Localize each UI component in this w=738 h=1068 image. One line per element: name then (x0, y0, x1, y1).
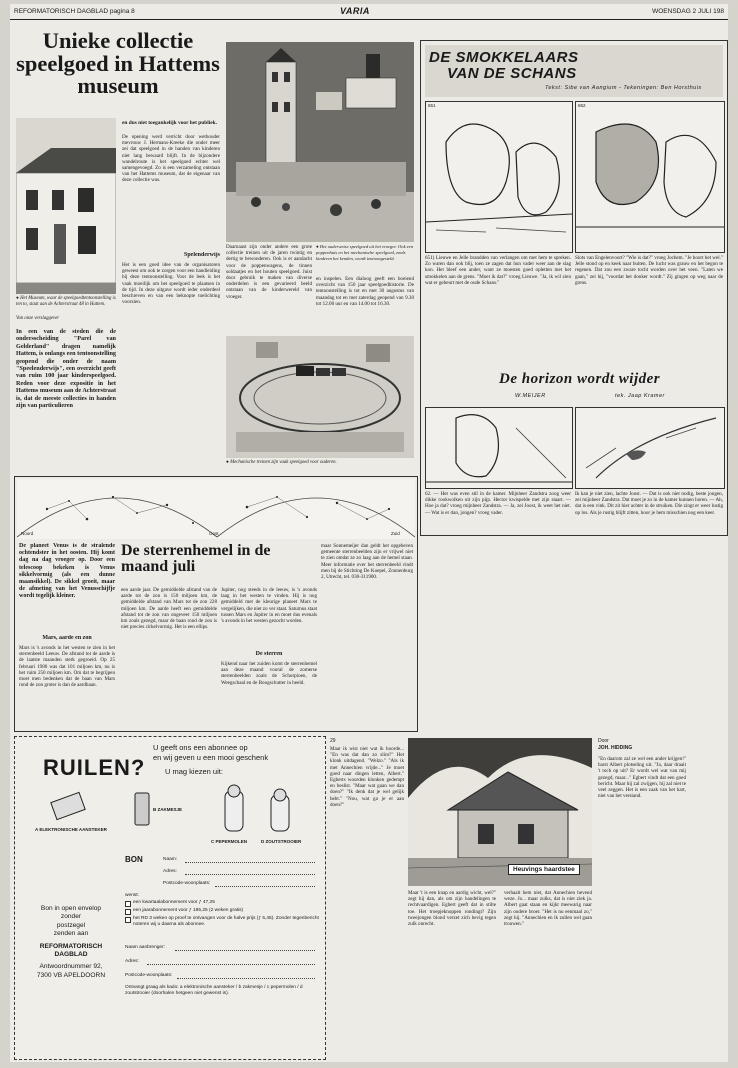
museum-article (14, 24, 416, 472)
story-col-4: "En daarom zal ze wel een ander krijgen!" barst Albert plotseling uit. "Ja, daar draait 't toch op uit? Er wordt wel wat van mij gezegd, maar..." Egbert vindt dat een goed bericht. Maar hij zal zwijgen, hij zal niet te veel zeggen. Het is een zaak van het hart, niet van het verstand. (598, 756, 686, 800)
send-line-3: postzegel (56, 921, 86, 929)
sky-article (14, 476, 418, 732)
sky-subhead-1: Mars, aarde en zon (42, 635, 92, 641)
smokkelaars-text-right: Slots van Engelenvoort? "Wie is dat?" vroeg Jochem. "Je hoort het wel." Jelle stond op en keek naar buiten. De lucht was grauw en het begon te regenen. Dat zou een zware tocht worden over het veen. "Laten we gaan," zei hij, "voordat het donker wordt." Zij gingen op weg naar de grens. (575, 255, 723, 286)
horizon-text-right: Ik kan je niet zien, lachte Joost. — Dat is ook niet nodig, beste jongen, zei mijnheer Zandstra. Dat moet je zo in de kamer kunnen horen. — Ah, dat is een vink. Dit zit hier achter in de struiken. Die zingt er weer lustig op los. Als je rustig blijft zitten, hoor je hem misschien nog een keer. (575, 491, 723, 516)
prize-b: B ZAKMESJE (153, 807, 183, 812)
story-col-3: verhaalt hem niet, dat Annechien hevend weze. Jo... maar zulks, dat is niet ziek ja. Albert gaat staan en kijkt meewarig naar zijn oudere broer. "Het is nu eenmaal zo," zegt hij. "Annechien en ik zullen wel gaan trouwen." (504, 890, 592, 928)
trains-photo (226, 336, 414, 458)
museum-photo1-caption: ● Het Museum, waar de speelgoedtentoonstelling is ten to, staat aan de Achterstraat 48 in Hattem. (16, 296, 116, 307)
coupon-offer-2: en wij geven u een mooi geschenk (153, 753, 269, 762)
horizon-panel-1 (425, 407, 573, 489)
haardstee-drawing (408, 738, 592, 886)
sky-body-5: maar Sonnemeijer dan geldt het opgeheven gemeente sterrenbeelden zijn er vrijwel niet te zien omdat ze zo laag aan de hemel staan. Meer informatie over het sterrenbeeld vindt men bij de Stichting De Koepel, Zonnenburg 2, Utrecht, tel. 030-311900. (321, 543, 413, 581)
coupon-offer-3: U mag kiezen uit: (165, 767, 223, 776)
story-author-door: Door (598, 738, 609, 744)
museum-col3-body: Daarnaast zijn onder andere een grote collectie treinen uit de jaren twintig en dertig te bewonderen. Ook is er aandacht voor de poppenwagens, de tinnen soldaatjes en het houten speelgoed. Juist door gebruik te maken van diverse onderdelen is een gevarieerd beeld ontstaan van de kinderwereld van vroeger. (226, 244, 312, 300)
horizon-panel-2 (575, 407, 725, 489)
bon-aanbrenger-label: Naam aanbrenger: (125, 945, 165, 950)
bon-adres-label: Adres: (163, 869, 177, 874)
map-label-south: Zuid (391, 531, 400, 536)
prize-d: D ZOUTSTROOIER (261, 839, 302, 844)
header-left: REFORMATORISCH DAGBLAD pagina 8 (14, 8, 135, 15)
bon-postcode2-label: Postcode-woonplaats: (125, 973, 173, 978)
museum-headline: Unieke collectie speelgoed in Hattems museum (16, 28, 220, 98)
smokkelaars-panel-1 (425, 101, 573, 253)
bon-postcode-label: Postcode-woonplaats: (163, 881, 211, 886)
museum-col4-body: en inspelen. Een dialoog geeft een boeiend overzicht van 150 jaar speelgoedhistorie. De tentoonstelling is tot en met 30 augustus van maandag tot en met zaterdag geopend van 9.30 tot 12.00 uur en van 14.00 tot 16.30. (316, 276, 414, 307)
prize-c: C PEPERMOLEN (211, 839, 248, 844)
map-label-north: Noord (21, 531, 34, 536)
museum-photo3-caption: ● Mechanische treinen zijn vaak speelgoed voor ouderen. (226, 460, 337, 465)
museum-intro: In een van de steden die de ondersscheiding "Parel van Gelderland" dragen namelijk Hattem, is onlangs een tentoonstelling geopend die onder de naam "Speelenderwijs", een overzicht geeft van ruim 100 jaar kinderspeelgoed. Reden voor deze expositie in het Hattems museum aan de Achterstraat is, dat de meeste collecties in handen zijn van particulieren (16, 328, 116, 410)
subscription-coupon (14, 736, 326, 1060)
sky-body-3: Jupiter, nog steeds in de leeuw, is 's avonds laag in het westen te vinden. Hij is nog gemiddeld met de kleurige planeet Mars te vergelijken, die niet zo ver staat. Saturnus staat tussen Mars en Jupiter in en moet dus evenals 's avonds in het westen gezocht worden. (221, 587, 317, 625)
panel-1-number: 651 (428, 103, 436, 108)
smokkelaars-panel-2 (575, 101, 725, 253)
bon-name-input[interactable] (185, 861, 315, 863)
bon-choice-text: Ontvangt graag als kado: a elektronische aansteker / b zakmesje / c pepermolen / d zoutstrooier (doorhalen hetgeen niet gewenst is). (125, 985, 303, 996)
museum-col2-lead: en dus niet toegankelijk voor het publiek. (122, 120, 217, 126)
horizon-title: De horizon wordt wijder (499, 371, 661, 387)
send-line-1: Bon in open envelop (40, 905, 102, 912)
star-map (17, 479, 415, 539)
bon-option-1: een kwartaalabonnement voor ƒ 47,25 (133, 900, 215, 905)
sky-body-1: Mars is 's avonds in het westen te zien in het sterrenbeeld Leeuw. De afstand tot de aarde is de laatste maanden sterk gegroeid. Op 25 februari 1980 was dat 101 miljoen km, nu is het ruim 250 miljoen km. Om dat te begrijpen moet men bedenken dat de baan van Mars rond de zon groter is dan de aardbaan. (19, 645, 115, 689)
bon-option-3: het RD 3 weken op proef te ontvangen voor de halve prijs (ƒ 5,45). Zonder tegenbericht noteren wij u daarna als abonnee. (133, 916, 319, 927)
museum-col2-body: De opening werd verricht door wethouder mevrouw J. Hermans-Kreeke die onder meer zei dat speelgoed in de handen van kinderen niet lang bewaard blijft. In de bijzondere wandelroute is het speelgoed echter wel samengevoegd. Zo is een verzameling ontstaan van het Hattems museum, dat de eigenaar van deze collectie was. (122, 134, 220, 184)
story-chapter: 29 (330, 738, 336, 744)
send-line-2: zonder (60, 913, 82, 921)
smokkelaars-title-2: VAN DE SCHANS (447, 65, 577, 82)
bon-name-label: Naam: (163, 857, 178, 862)
museum-photo2-caption: ● Het ouderwetse speelgoed uit het vroeger. Ook een poppenhuis en het mechanische speelgoed, zoals kinderen het kenden, wordt tentoongesteld. (316, 244, 414, 261)
coupon-send-instructions (23, 905, 119, 980)
sky-headline: De sterrenhemel in de maand juli (121, 542, 271, 575)
horizon-text-left: 62. — Het was even stil in de kamer. Mijnheer Zandstra zoog weer dikke rookwolken uit zijn pijp. Hector kwispelde met zijn staart. — Hoe ja dat? vroeg mijnheer Zandstra. — Ja, zei Joost, ik weet het niet. — Wat is er dan, jongen? vroeg vader. (425, 491, 571, 516)
bon-postcode-input[interactable] (215, 885, 315, 887)
museum-building-photo (16, 118, 116, 294)
drawing-caption: Heuvings haardstee (508, 864, 580, 875)
sky-body-2: een aarde jaar. De gemiddelde afstand van de aarde tot de zon is 150 miljoen km, de gemiddelde afstand van Mars tot de zon 228 miljoen km. De aarde heeft een gemiddelde afstand tot de zon van ongeveer 150 miljoen km zoals gezegd, maar de baan rond de zon is niet precies cirkelvormig. Het is een ellips. (121, 587, 217, 631)
toys-photo (226, 42, 414, 242)
newspaper-page (10, 4, 728, 1062)
sky-body-4: Kijkend naar het zuiden komt de sterrenhemel aan deze maand vooral de zomerse sterrenbeelden zoals de Schorpioen, de Weegschaal en de Boogschutter in beeld. (221, 661, 317, 686)
smokkelaars-text-left: 651) Lieuwe en Jelle brandden van verlangen om met hem te spreken. Zo waren dan ook blij, toen ze zagen dat hun vader weer aan de slag kon. Het bleef een ander, want ze moesten goed opletten met het smokkelen aan de grens. "Moet ik dat?" vroeg Lieuwe. "Ja, ik wil zien wat er gebeurt met de oude Schans." (425, 255, 571, 286)
bon-wenst-label: wenst: (125, 893, 139, 898)
coupon-offer-1: U geeft ons een abonnee op (153, 743, 248, 752)
story-col-2: Maar 't is een knap en aardig wicht, wel?" zegt hij dan, als om zijn handelingen te rechtvaardigen. Egbert geeft dat in stilte toe. Het troepjeknoppen rondingt? Zijn tweejongen blond verzet zich hevig tegen zulk onrecht. (408, 890, 496, 928)
header-date: WOENSDAG 2 JULI 198 (652, 8, 724, 15)
sky-subhead-2: De sterren (255, 651, 283, 657)
bon-option-2: een jaarabonnement voor ƒ 185,25 (2 weken gratis) (133, 908, 244, 913)
sky-lead: De planeet Venus is de stralende ochtendster in het oosten. Hij komt dag na dag vroeger op. Door een telescoop bekeken is Venus sikkelvormig (als een dunne maansikkel). De sikkel groeit, maar de afmeting van het Venusschijfje wordt tegelijk kleiner. (19, 543, 115, 600)
bon-option-1-checkbox[interactable] (125, 901, 131, 907)
bon-adres2-input[interactable] (147, 963, 315, 965)
page-header (10, 4, 728, 20)
prize-illustrations (35, 783, 315, 849)
bon-adres-input[interactable] (185, 873, 315, 875)
horizon-artist: tek. Jaap Kramer (615, 393, 665, 399)
prize-a: A ELEKTRONISCHE AANSTEKER (35, 827, 107, 832)
send-line-4: zenden aan (53, 930, 89, 938)
serial-story (328, 736, 726, 1058)
send-org-1: REFORMATORISCH (39, 942, 103, 950)
header-section: VARIA (340, 6, 370, 16)
museum-byline: Van onze verslaggever (16, 316, 60, 321)
smokkelaars-title-box (425, 45, 723, 97)
map-label-east: Oost (209, 531, 219, 536)
horizon-title-box (425, 365, 723, 405)
museum-subhead: Spelenderwijs (184, 252, 220, 258)
horizon-author: W.MEIJER (515, 393, 546, 399)
story-col-1: Maar ik wist niet wat ik hoorde... "En was dat dan zo slim?" Het klonk uitdagend. "Welzo." "Als ik met Annechien vrijde..." Je moet goed naar dingen letten, Albert." Egberts woorden klonken gedempt en beslist. "Maar wat gaan we dan doen?" "Ik denk dat je wel gelijk hebt." "Nou, wat ga je er aan doen?" (330, 746, 404, 808)
bon-title: BON (125, 855, 143, 864)
send-addr-1: Antwoordnummer 92, (39, 963, 103, 971)
send-addr-2: 7300 VB APELDOORN (36, 971, 106, 979)
bon-aanbrenger-input[interactable] (175, 949, 315, 951)
header-rule (10, 19, 728, 20)
bon-option-2-checkbox[interactable] (125, 909, 131, 915)
smokkelaars-title-1: DE SMOKKELAARS (429, 49, 579, 66)
comics-block (420, 40, 728, 536)
panel-2-number: 652 (578, 103, 586, 108)
smokkelaars-credits: Tekst: Sibe van Aangium - Tekeningen: Ben Horsthuis (545, 85, 702, 91)
bon-adres2-label: Adres: (125, 959, 139, 964)
bon-option-3-checkbox[interactable] (125, 917, 131, 923)
museum-col2-body2: Het is een goed idee van de organisatoren geweest om ook te zorgen voor een handleiding bij deze tentoonstelling. Voor de leek is het vaak moeilijk om het speelgoed te plaatsen in de tijd. In deze uitgave wordt ieder onderdeel beschreven en van een beknopte toelichting voorzien. (122, 262, 220, 306)
story-author-name: JOH. HIDDING (598, 745, 633, 751)
coupon-headline: RUILEN? (43, 755, 146, 780)
send-org-2: DAGBLAD (54, 951, 88, 959)
bon-postcode2-input[interactable] (177, 977, 315, 979)
